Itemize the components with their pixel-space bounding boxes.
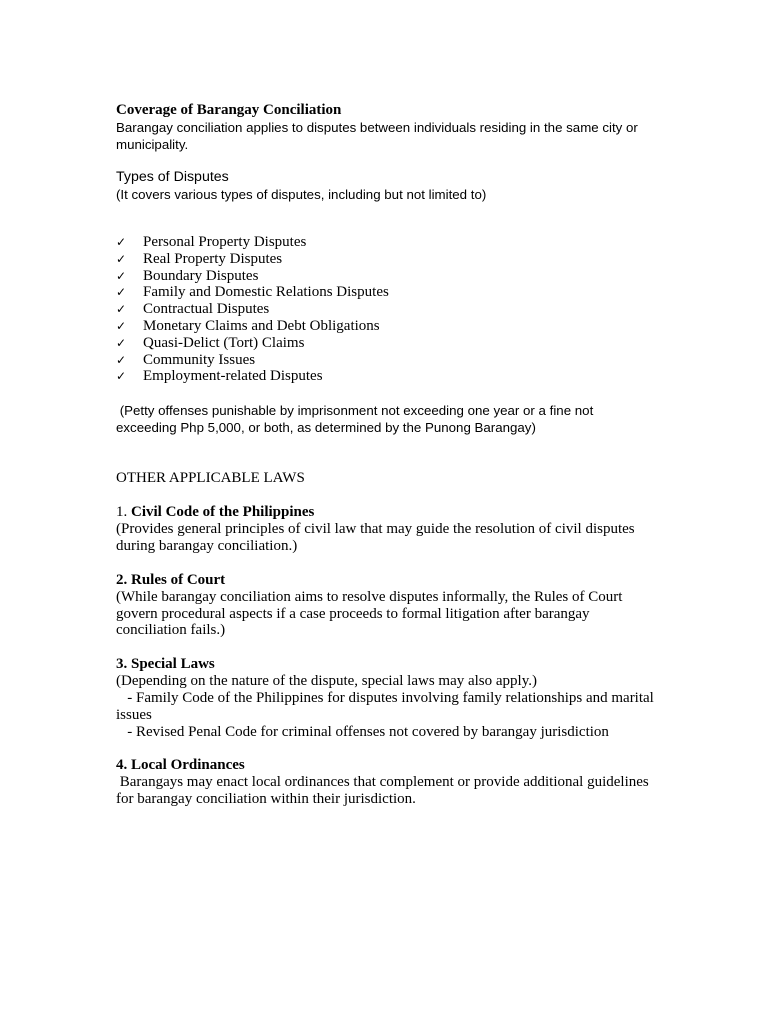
checkmark-icon: ✓ (116, 369, 127, 384)
types-intro: (It covers various types of disputes, including but not limited to) (116, 187, 487, 202)
law-number: 4. (116, 757, 131, 774)
list-item-label: Community Issues (143, 351, 256, 368)
law-name: Local Ordinances (131, 757, 245, 774)
law-name: Special Laws (131, 656, 215, 673)
list-item-label: Employment-related Disputes (143, 368, 323, 385)
checkmark-icon: ✓ (116, 268, 127, 283)
list-item-label: Contractual Disputes (143, 301, 270, 318)
law-description: (Depending on the nature of the dispute, special laws may also apply.) (116, 673, 537, 690)
law-name: Civil Code of the Philippines (131, 504, 315, 521)
types-heading: Types of Disputes (116, 169, 229, 185)
list-item (116, 352, 656, 369)
list-item (116, 268, 656, 285)
law-civil-code (116, 504, 656, 555)
law-rules-of-court (116, 572, 656, 639)
list-item (116, 368, 656, 385)
checkmark-icon: ✓ (116, 251, 127, 266)
law-local-ordinances (116, 757, 656, 808)
list-item-label: Monetary Claims and Debt Obligations (143, 317, 380, 334)
law-description: (While barangay conciliation aims to resolve disputes informally, the Rules of Court govern procedural aspects if a case proceeds to formal litigation after barangay conciliation fails.) (116, 588, 623, 639)
other-laws-heading: OTHER APPLICABLE LAWS (116, 470, 305, 487)
petty-offenses-note: (Petty offenses punishable by imprisonment not exceeding one year or a fine not exceeding Php 5,000, or both, as determined by the Punong Barangay) (116, 403, 597, 436)
coverage-text: Barangay conciliation applies to disputes between individuals residing in the same city or municipality. (116, 120, 638, 152)
list-item (116, 234, 656, 251)
checkmark-icon: ✓ (116, 235, 127, 249)
checkmark-icon: ✓ (116, 352, 127, 367)
list-item-label: Quasi-Delict (Tort) Claims (143, 334, 305, 351)
law-sub-item: - Family Code of the Philippines for disputes involving family relationships and marital issues (116, 689, 658, 723)
list-item-label: Boundary Disputes (143, 267, 259, 284)
list-item (116, 318, 656, 335)
law-number: 1. (116, 504, 131, 521)
list-item-label: Real Property Disputes (143, 250, 283, 267)
list-item (116, 301, 656, 318)
law-number: 3. (116, 656, 131, 673)
law-sub-item: - Revised Penal Code for criminal offenses not covered by barangay jurisdiction (116, 723, 609, 740)
checkmark-icon: ✓ (116, 335, 127, 350)
list-item (116, 251, 656, 268)
coverage-heading: Coverage of Barangay Conciliation (116, 102, 342, 118)
list-item-label: Personal Property Disputes (143, 234, 307, 250)
checkmark-icon: ✓ (116, 285, 127, 300)
list-item-label: Family and Domestic Relations Disputes (143, 284, 389, 301)
law-number: 2. (116, 571, 131, 588)
law-description: Barangays may enact local ordinances that complement or provide additional guidelines for barangay conciliation within their jurisdiction. (116, 774, 653, 808)
dispute-types-list (116, 234, 656, 385)
law-description: (Provides general principles of civil law that may guide the resolution of civil disputes during barangay conciliation.) (116, 521, 635, 554)
document-page (116, 101, 656, 808)
checkmark-icon: ✓ (116, 318, 127, 333)
law-special-laws (116, 656, 656, 740)
law-title (116, 757, 656, 774)
law-title (116, 656, 656, 673)
law-title (116, 504, 656, 521)
law-title (116, 572, 656, 589)
law-name: Rules of Court (131, 571, 226, 588)
checkmark-icon: ✓ (116, 302, 127, 317)
list-item (116, 335, 656, 352)
list-item (116, 284, 656, 301)
